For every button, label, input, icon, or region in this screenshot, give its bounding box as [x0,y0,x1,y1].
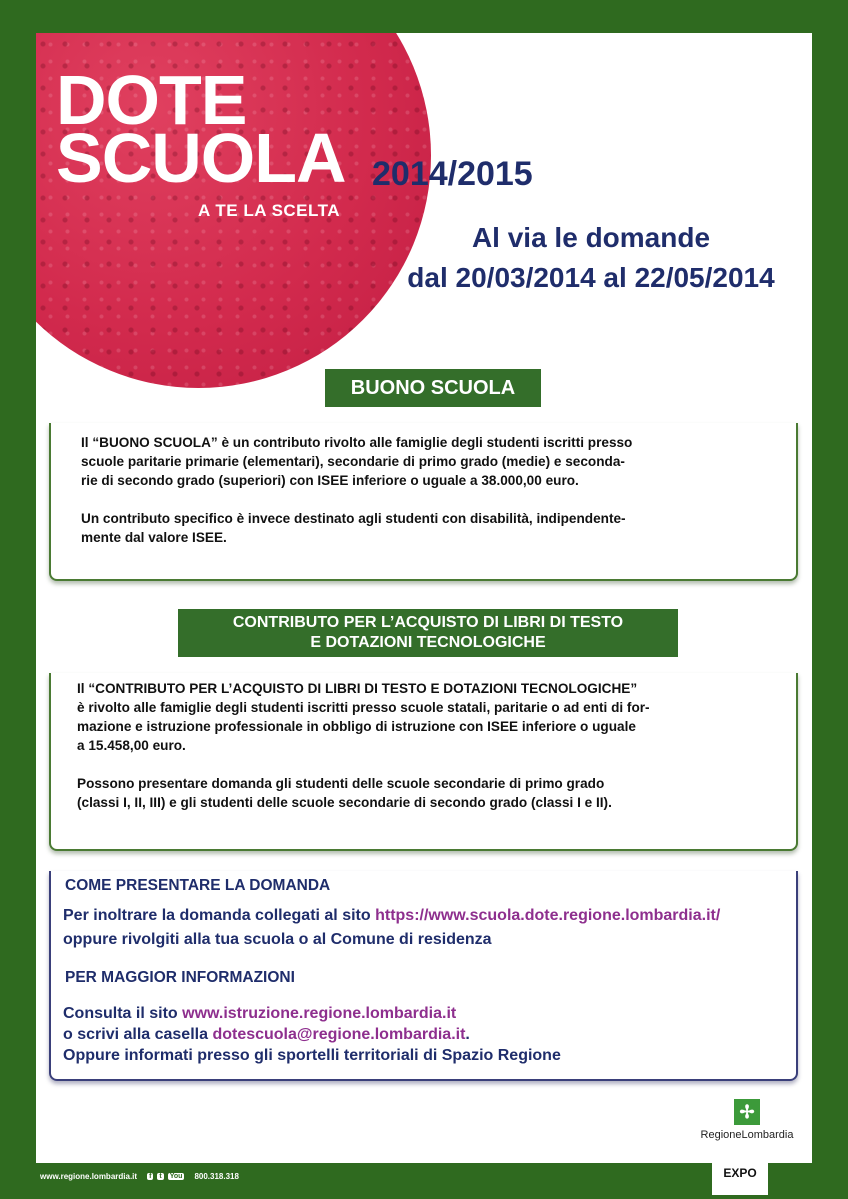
contributo-p1-line2: è rivolto alle famiglie degli studenti iscritti presso scuole statali, paritarie o ad enti di for- [77,700,650,715]
contributo-label-line2: E DOTAZIONI TECNOLOGICHE [310,634,546,651]
youtube-icon[interactable]: You [169,1173,183,1180]
subtitle: A TE LA SCELTA [198,201,341,220]
contributo-p1-line3: mazione e istruzione professionale in obbligo di istruzione con ISEE inferiore o uguale [77,719,636,734]
school-year: 2014/2015 [372,155,533,193]
buono-scuola-label: BUONO SCUOLA [325,369,541,407]
buono-scuola-box [49,423,798,581]
contributo-p1-line4: a 15.458,00 euro. [77,738,186,753]
twitter-icon[interactable]: t [159,1173,162,1180]
contributo-p1-line1: Il “CONTRIBUTO PER L’ACQUISTO DI LIBRI DI TESTO E DOTAZIONI TECNOLOGICHE” [77,681,638,696]
contributo-p2-line1: Possono presentare domanda gli studenti delle scuole secondarie di primo grado [77,776,605,791]
buono-p1-line3: rie di secondo grado (superiori) con ISEE inferiore o uguale a 38.000,00 euro. [81,473,579,488]
domanda-line1 [63,905,720,927]
istruzione-link[interactable]: www.istruzione.regione.lombardia.it [182,1005,457,1022]
logo-text: RegioneLombardia [700,1129,794,1141]
domanda-line2: oppure rivolgiti alla tua scuola o al Comune di residenza [63,931,492,948]
info-line1-prefix: Consulta il sito [63,1005,183,1022]
info-line1 [63,1003,456,1025]
intro-line-1: Al via le domande [471,222,711,253]
facebook-icon[interactable]: f [149,1173,152,1180]
footer [40,1172,239,1181]
contributo-label-line1: CONTRIBUTO PER L’ACQUISTO DI LIBRI DI TESTO [232,614,624,631]
title-line-2: SCUOLA [56,119,346,197]
domanda-heading: COME PRESENTARE LA DOMANDA [65,877,331,894]
domanda-line1-prefix: Per inoltrare la domanda collegati al sito [63,907,376,924]
buono-p1-line2: scuole paritarie primarie (elementari), secondarie di primo grado (medie) e seconda- [81,454,625,469]
buono-p2-line2: mente dal valore ISEE. [81,530,227,545]
footer-site[interactable]: www.regione.lombardia.it [40,1172,138,1181]
expo-logo: EXPO [712,1163,768,1195]
email-link[interactable]: dotescuola@regione.lombardia.it [212,1026,466,1043]
poster [36,33,812,1163]
info-heading: PER MAGGIOR INFORMAZIONI [65,969,295,986]
contributo-p2-line2: (classi I, II, III) e gli studenti delle scuole secondarie di secondo grado (classi I e II). [77,795,612,810]
info-line2-suffix: . [465,1026,470,1043]
regione-lombardia-logo [687,1099,807,1141]
info-line3: Oppure informati presso gli sportelli territoriali di Spazio Regione [63,1047,561,1064]
social-icons [147,1173,184,1180]
intro-line-2: dal 20/03/2014 al 22/05/2014 [407,262,775,293]
footer-phone: 800.318.318 [194,1172,239,1181]
info-box [49,871,798,1081]
title-line-1: DOTE [56,61,247,139]
contributo-label [178,609,678,657]
contributo-box [49,673,798,851]
lombardia-rose-icon: ✢ [734,1099,760,1125]
scuola-dote-link[interactable]: https://www.scuola.dote.regione.lombardia.it/ [375,907,721,924]
intro-text [376,218,806,298]
info-line2 [63,1024,470,1046]
main-title [56,61,346,197]
buono-p2-line1: Un contributo specifico è invece destinato agli studenti con disabilità, indipendente- [81,511,626,526]
buono-p1-line1: Il “BUONO SCUOLA” è un contributo rivolto alle famiglie degli studenti iscritti presso [81,435,633,450]
info-line2-prefix: o scrivi alla casella [63,1026,213,1043]
